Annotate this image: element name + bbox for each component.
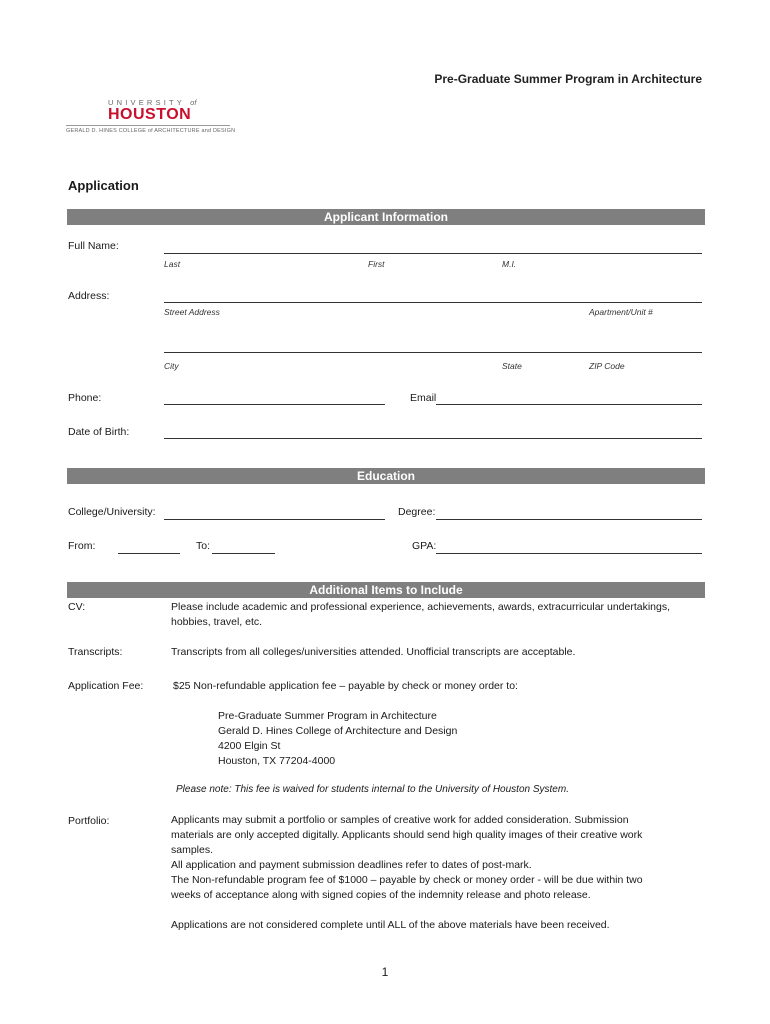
cv-label: CV: [68,601,86,613]
university-logo [66,98,236,134]
portfolio-label: Portfolio: [68,815,110,827]
transcripts-label: Transcripts: [68,646,123,658]
from-field[interactable] [118,553,180,554]
logo-college-text: GERALD D. HINES COLLEGE of ARCHITECTURE and DESIGN [66,128,236,134]
college-field[interactable] [164,519,385,520]
logo-houston-text: HOUSTON [108,106,192,123]
portfolio-description: Applicants may submit a portfolio or samples of creative work for added consideration. Submission materials are only accepted digitally. Applicants should send high quality images of their creative work samples. All application and payment submission deadlines refer to dates of post-mark. The Non-refundable program fee of $1000 – payable by check or money order - will be due within two weeks of acceptance along with signed copies of the indemnity release and photo release. [171,814,643,901]
additional-items-header: Additional Items to Include [67,582,705,598]
city-sublabel: City [164,361,179,371]
email-field[interactable] [436,404,702,405]
mi-sublabel: M.I. [502,259,517,269]
degree-label: Degree: [398,506,436,518]
college-label: College/University: [68,506,156,518]
page-number: 1 [381,965,389,979]
city-state-zip-field[interactable] [164,352,702,353]
state-sublabel: State [502,361,522,371]
full-name-field[interactable] [164,253,702,254]
phone-label: Phone: [68,392,102,404]
dob-label: Date of Birth: [68,426,130,438]
logo-university-text: UNIVERSITY of [108,98,197,107]
fee-waiver-note: Please note: This fee is waived for students internal to the University of Houston System. [176,784,569,795]
full-name-label: Full Name: [68,240,119,252]
applicant-info-header: Applicant Information [67,209,705,225]
first-name-sublabel: First [368,259,385,269]
degree-field[interactable] [436,519,702,520]
zip-sublabel: ZIP Code [589,361,625,371]
apartment-sublabel: Apartment/Unit # [589,307,653,317]
logo-rule [66,125,230,126]
address-label: Address: [68,290,110,302]
gpa-field[interactable] [436,553,702,554]
application-title: Application [68,178,139,193]
email-label: Email [410,392,437,404]
mailing-address: Pre-Graduate Summer Program in Architecture Gerald D. Hines College of Architecture and Design 4200 Elgin St Houston, TX 77204-4000 [218,710,458,767]
education-header: Education [67,468,705,484]
to-label: To: [196,540,211,552]
phone-field[interactable] [164,404,385,405]
from-label: From: [68,540,96,552]
transcripts-description: Transcripts from all colleges/universities attended. Unofficial transcripts are acceptable. [171,646,576,658]
street-address-sublabel: Street Address [164,307,220,317]
application-fee-description: $25 Non-refundable application fee – payable by check or money order to: [173,680,518,692]
completion-note: Applications are not considered complete until ALL of the above materials have been received. [171,919,610,931]
gpa-label: GPA: [412,540,437,552]
dob-field[interactable] [164,438,702,439]
application-fee-label: Application Fee: [68,680,144,692]
street-address-field[interactable] [164,302,702,303]
cv-description: Please include academic and professional experience, achievements, awards, extracurricular undertakings, hobbies, travel, etc. [171,601,671,628]
program-title: Pre-Graduate Summer Program in Architecture [434,72,702,86]
last-name-sublabel: Last [164,259,181,269]
to-field[interactable] [212,553,275,554]
